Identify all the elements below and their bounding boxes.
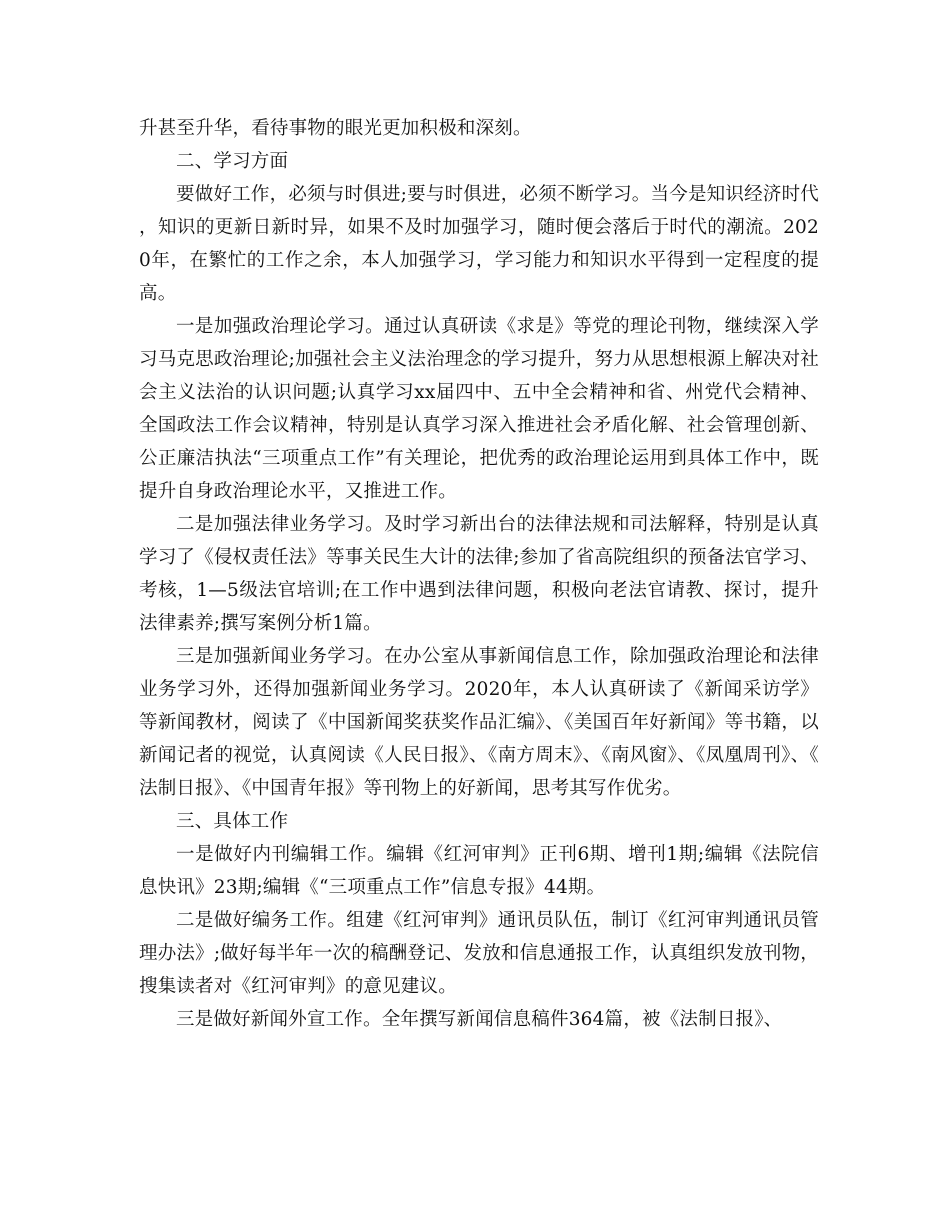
paragraph-continuation: 升甚至升华，看待事物的眼光更加积极和深刻。: [139, 118, 532, 139]
paragraph-editing-work: 一是做好内刊编辑工作。编辑《红河审判》正刊6期、增刊1期;编辑《法院信息快讯》23期;编辑《“三项重点工作”信息专报》44期。: [139, 844, 819, 898]
paragraph-political-theory: 一是加强政治理论学习。通过认真研读《求是》等党的理论刊物，继续深入学习马克思政治理论;加强社会主义法治理念的学习提升，努力从思想根源上解决对社会主义法治的认识问题;认真学习xx届四中、五中全会精神和省、州党代会精神、全国政法工作会议精神，特别是认真学习深入推进社会矛盾化解、社会管理创新、公正廉洁执法“三项重点工作”有关理论，把优秀的政治理论运用到具体工作中，既提升自身政治理论水平，又推进工作。: [139, 316, 819, 502]
paragraph-publicity-work: 三是做好新闻外宣工作。全年撰写新闻信息稿件364篇，被《法制日报》、: [176, 1009, 783, 1030]
paragraph-editorial-affairs: 二是做好编务工作。组建《红河审判》通讯员队伍，制订《红河审判通讯员管理办法》;做好每半年一次的稿酬登记、发放和信息通报工作，认真组织发放刊物，搜集读者对《红河审判》的意见建议。: [139, 910, 819, 997]
section-heading-work: 三、具体工作: [176, 811, 289, 832]
document-body: [139, 112, 819, 1036]
section-heading-study: 二、学习方面: [176, 151, 289, 172]
paragraph-news-study: 三是加强新闻业务学习。在办公室从事新闻信息工作，除加强政治理论和法律业务学习外，还得加强新闻业务学习。2020年，本人认真研读了《新闻采访学》等新闻教材，阅读了《中国新闻奖获奖作品汇编》、《美国百年好新闻》等书籍，以新闻记者的视觉，认真阅读《人民日报》、《南方周末》、《南风窗》、《凤凰周刊》、《法制日报》、《中国青年报》等刊物上的好新闻，思考其写作优劣。: [139, 646, 819, 799]
paragraph-legal-study: 二是加强法律业务学习。及时学习新出台的法律法规和司法解释，特别是认真学习了《侵权责任法》等事关民生大计的法律;参加了省高院组织的预备法官学习、考核，1—5级法官培训;在工作中遇到法律问题，积极向老法官请教、探讨，提升法律素养;撰写案例分析1篇。: [139, 514, 819, 634]
paragraph-study-intro: 要做好工作，必须与时俱进;要与时俱进，必须不断学习。当今是知识经济时代，知识的更新日新时异，如果不及时加强学习，随时便会落后于时代的潮流。2020年，在繁忙的工作之余，本人加强学习，学习能力和知识水平得到一定程度的提高。: [139, 184, 819, 304]
